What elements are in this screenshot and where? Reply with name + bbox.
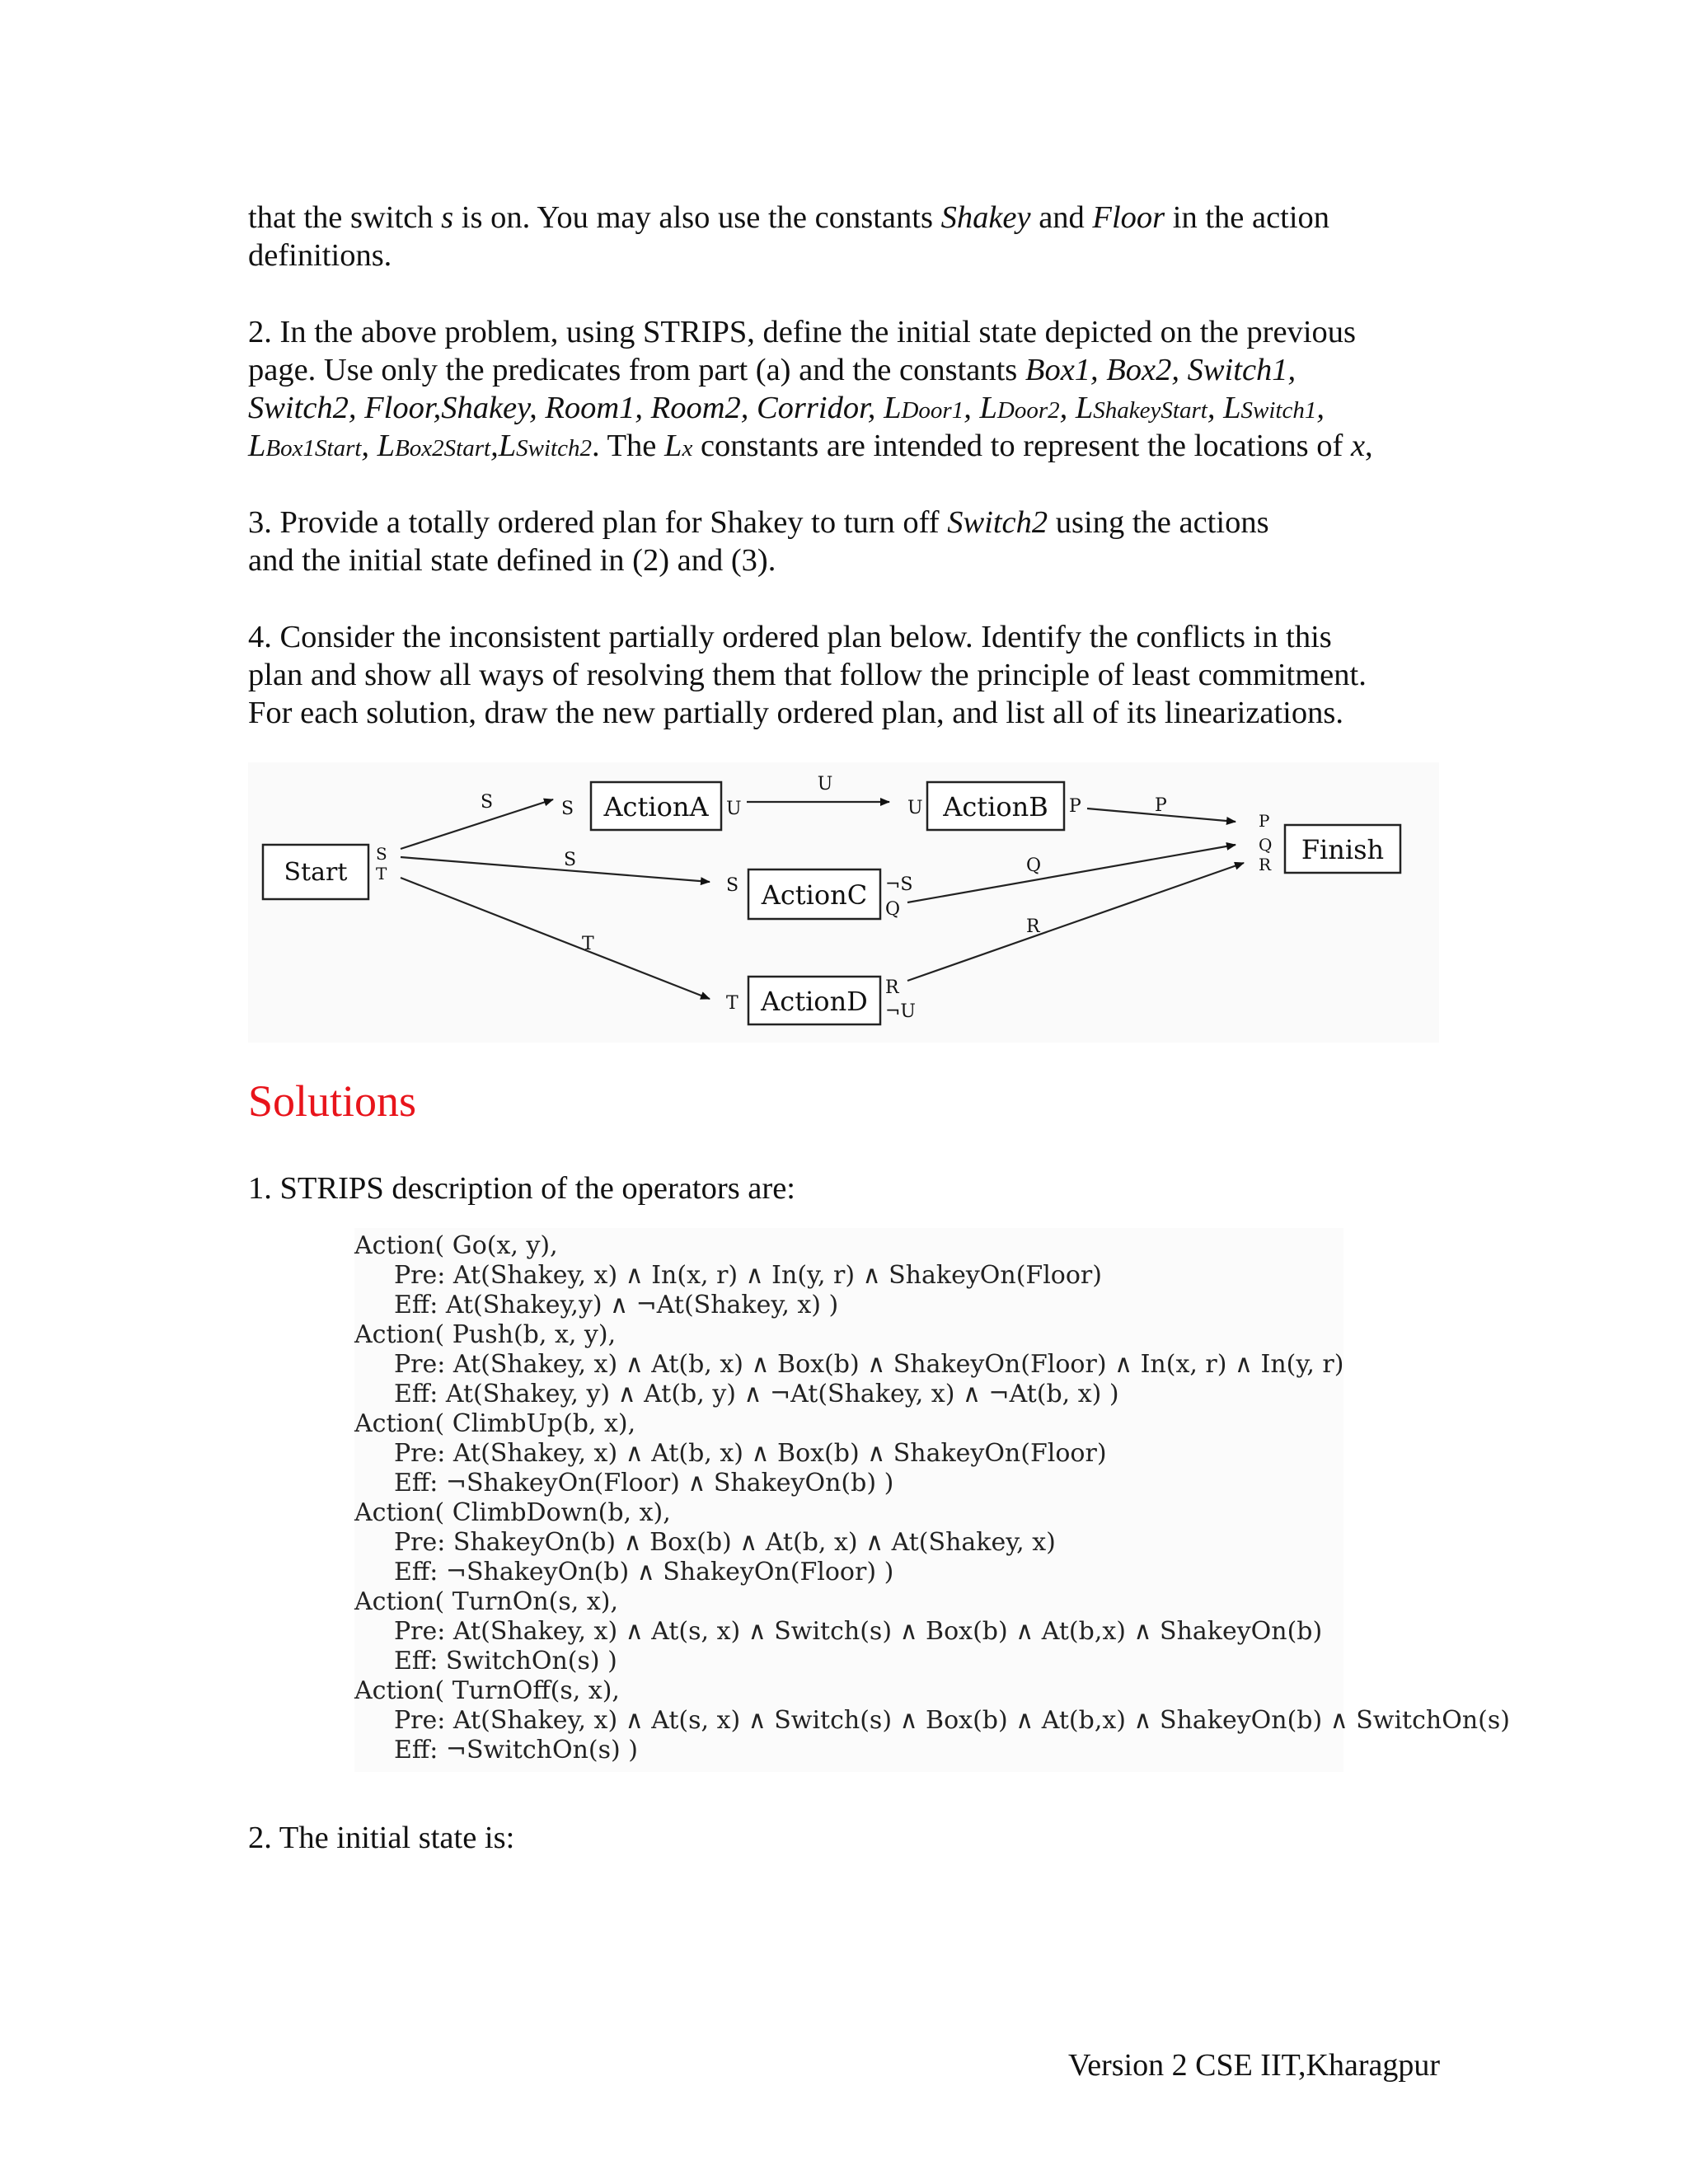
- strips-line: Pre: At(Shakey, x) ∧ At(s, x) ∧ Switch(s) ∧ Box(b) ∧ At(b,x) ∧ ShakeyOn(b) ∧ SwitchOn(s): [394, 1706, 1510, 1735]
- d-eff-r: R: [885, 977, 899, 998]
- intro-line-2: definitions.: [248, 238, 392, 273]
- q2-line-2: page. Use only the predicates from part (a) and the constants Box1, Box2, Switch1,: [248, 353, 1296, 387]
- action-d-label: ActionD: [761, 986, 868, 1017]
- q2-line-3: Switch2, Floor,Shakey, Room1, Room2, Corridor, LDoor1, LDoor2, LShakeyStart, LSwitch1,: [248, 391, 1325, 425]
- finish-pre-q: Q: [1259, 835, 1273, 855]
- sol2-intro: 2. The initial state is:: [248, 1821, 515, 1855]
- strips-line: Eff: At(Shakey,y) ∧ ¬At(Shakey, x) ): [394, 1291, 839, 1319]
- strips-line: Eff: At(Shakey, y) ∧ At(b, y) ∧ ¬At(Shakey, x) ∧ ¬At(b, x) ): [394, 1380, 1119, 1408]
- a-eff-u: U: [726, 799, 742, 819]
- q4-line-3: For each solution, draw the new partially ordered plan, and list all of its linearizations.: [248, 696, 1343, 730]
- intro-line-1: that the switch s is on. You may also use the constants Shakey and Floor in the action: [248, 200, 1330, 235]
- q2-line-4: LBox1Start, LBox2Start,LSwitch2. The Lx constants are intended to represent the locations of x,: [248, 429, 1373, 463]
- c-eff-not-s: ¬S: [885, 874, 913, 895]
- start-eff-s: S: [376, 844, 387, 864]
- strips-line: Action( ClimbUp(b, x),: [354, 1409, 636, 1438]
- edge-b-finish-label: P: [1155, 795, 1167, 816]
- solutions-heading: Solutions: [248, 1076, 417, 1126]
- strips-operators: [354, 1228, 1510, 1772]
- strips-line: Eff: ¬ShakeyOn(b) ∧ ShakeyOn(Floor) ): [394, 1558, 894, 1586]
- strips-line: Action( Push(b, x, y),: [354, 1320, 617, 1349]
- finish-pre-r: R: [1259, 855, 1272, 874]
- edge-a-b-label: U: [817, 774, 833, 794]
- edge-c-finish-label: Q: [1026, 855, 1042, 876]
- partial-order-plan-diagram: [248, 762, 1439, 1043]
- strips-line: Eff: ¬SwitchOn(s) ): [394, 1736, 638, 1765]
- page-footer: Version 2 CSE IIT,Kharagpur: [1068, 2048, 1440, 2083]
- strips-line: Pre: At(Shakey, x) ∧ At(s, x) ∧ Switch(s) ∧ Box(b) ∧ At(b,x) ∧ ShakeyOn(b): [394, 1617, 1323, 1646]
- edge-start-c-label: S: [564, 850, 577, 870]
- b-pre-u: U: [907, 798, 923, 818]
- strips-line: Action( TurnOn(s, x),: [354, 1587, 618, 1616]
- strips-line: Action( TurnOff(s, x),: [354, 1676, 620, 1705]
- strips-line: Pre: At(Shakey, x) ∧ In(x, r) ∧ In(y, r) ∧ ShakeyOn(Floor): [394, 1261, 1102, 1290]
- q2-line-1: 2. In the above problem, using STRIPS, define the initial state depicted on the previous: [248, 315, 1357, 349]
- b-eff-p: P: [1069, 796, 1081, 817]
- q3-line-1: 3. Provide a totally ordered plan for Shakey to turn off Switch2 using the actions: [248, 505, 1269, 540]
- strips-line: Eff: SwitchOn(s) ): [394, 1647, 617, 1675]
- strips-line: Action( ClimbDown(b, x),: [354, 1498, 671, 1527]
- strips-line: Pre: ShakeyOn(b) ∧ Box(b) ∧ At(b, x) ∧ At(Shakey, x): [394, 1528, 1056, 1557]
- d-eff-not-u: ¬U: [885, 1001, 916, 1022]
- sol1-intro: 1. STRIPS description of the operators are:: [248, 1171, 795, 1206]
- strips-line: Eff: ¬ShakeyOn(Floor) ∧ ShakeyOn(b) ): [394, 1469, 894, 1497]
- c-eff-q: Q: [885, 899, 901, 920]
- q3-line-2: and the initial state defined in (2) and (3).: [248, 543, 776, 578]
- finish-label: Finish: [1301, 834, 1385, 865]
- strips-line: Pre: At(Shakey, x) ∧ At(b, x) ∧ Box(b) ∧ ShakeyOn(Floor): [394, 1439, 1107, 1468]
- c-pre-s: S: [726, 875, 739, 896]
- a-pre-s: S: [561, 799, 574, 819]
- action-c-label: ActionC: [761, 879, 868, 911]
- edge-d-finish-label: R: [1026, 916, 1040, 937]
- start-eff-t: T: [376, 864, 387, 883]
- d-pre-t: T: [726, 993, 738, 1014]
- strips-line: Pre: At(Shakey, x) ∧ At(b, x) ∧ Box(b) ∧ ShakeyOn(Floor) ∧ In(x, r) ∧ In(y, r): [394, 1350, 1344, 1379]
- finish-pre-p: P: [1259, 811, 1270, 831]
- start-label: Start: [284, 858, 348, 887]
- edge-start-a-label: S: [481, 792, 494, 813]
- q4-line-2: plan and show all ways of resolving them that follow the principle of least commitment.: [248, 658, 1367, 692]
- action-b-label: ActionB: [943, 791, 1048, 823]
- q4-line-1: 4. Consider the inconsistent partially ordered plan below. Identify the conflicts in this: [248, 620, 1332, 654]
- strips-line: Action( Go(x, y),: [354, 1231, 558, 1260]
- edge-start-d-label: T: [582, 934, 594, 954]
- action-a-label: ActionA: [603, 791, 709, 823]
